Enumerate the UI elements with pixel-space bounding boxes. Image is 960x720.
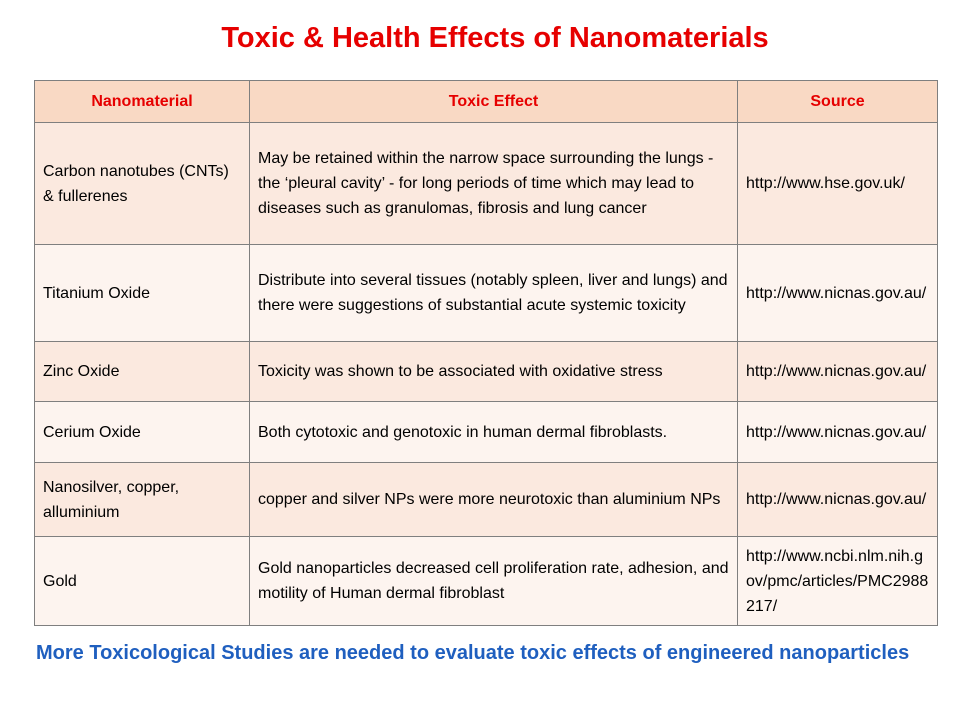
table-row (35, 402, 938, 463)
material-cell: Gold (35, 537, 250, 626)
table-row (35, 342, 938, 402)
footer-note: More Toxicological Studies are needed to evaluate toxic effects of engineered nanoparticles (36, 642, 910, 664)
header-source: Source (738, 81, 938, 123)
table-row (35, 463, 938, 537)
source-cell: http://www.hse.gov.uk/ (738, 123, 938, 245)
effect-cell: Both cytotoxic and genotoxic in human dermal fibroblasts. (250, 402, 738, 463)
effect-cell: Toxicity was shown to be associated with oxidative stress (250, 342, 738, 402)
source-cell: http://www.nicnas.gov.au/ (738, 245, 938, 342)
table-row (35, 537, 938, 626)
header-nanomaterial: Nanomaterial (35, 81, 250, 123)
header-toxic-effect: Toxic Effect (250, 81, 738, 123)
source-cell: http://www.ncbi.nlm.nih.gov/pmc/articles/PMC2988217/ (738, 537, 938, 626)
source-cell: http://www.nicnas.gov.au/ (738, 402, 938, 463)
material-cell: Cerium Oxide (35, 402, 250, 463)
nanomaterials-table (34, 80, 938, 626)
table-row (35, 245, 938, 342)
material-cell: Nanosilver, copper, alluminium (35, 463, 250, 537)
source-cell: http://www.nicnas.gov.au/ (738, 342, 938, 402)
table-header-row (35, 81, 938, 123)
material-cell: Titanium Oxide (35, 245, 250, 342)
material-cell: Carbon nanotubes (CNTs) & fullerenes (35, 123, 250, 245)
source-cell: http://www.nicnas.gov.au/ (738, 463, 938, 537)
effect-cell: Gold nanoparticles decreased cell proliferation rate, adhesion, and motility of Human dermal fibroblast (250, 537, 738, 626)
effect-cell: Distribute into several tissues (notably spleen, liver and lungs) and there were suggestions of substantial acute systemic toxicity (250, 245, 738, 342)
material-cell: Zinc Oxide (35, 342, 250, 402)
effect-cell: copper and silver NPs were more neurotoxic than aluminium NPs (250, 463, 738, 537)
slide-title: Toxic & Health Effects of Nanomaterials (221, 22, 769, 54)
table-row (35, 123, 938, 245)
effect-cell: May be retained within the narrow space surrounding the lungs - the ‘pleural cavity’ - for long periods of time which may lead to diseases such as granulomas, fibrosis and lung cancer (250, 123, 738, 245)
